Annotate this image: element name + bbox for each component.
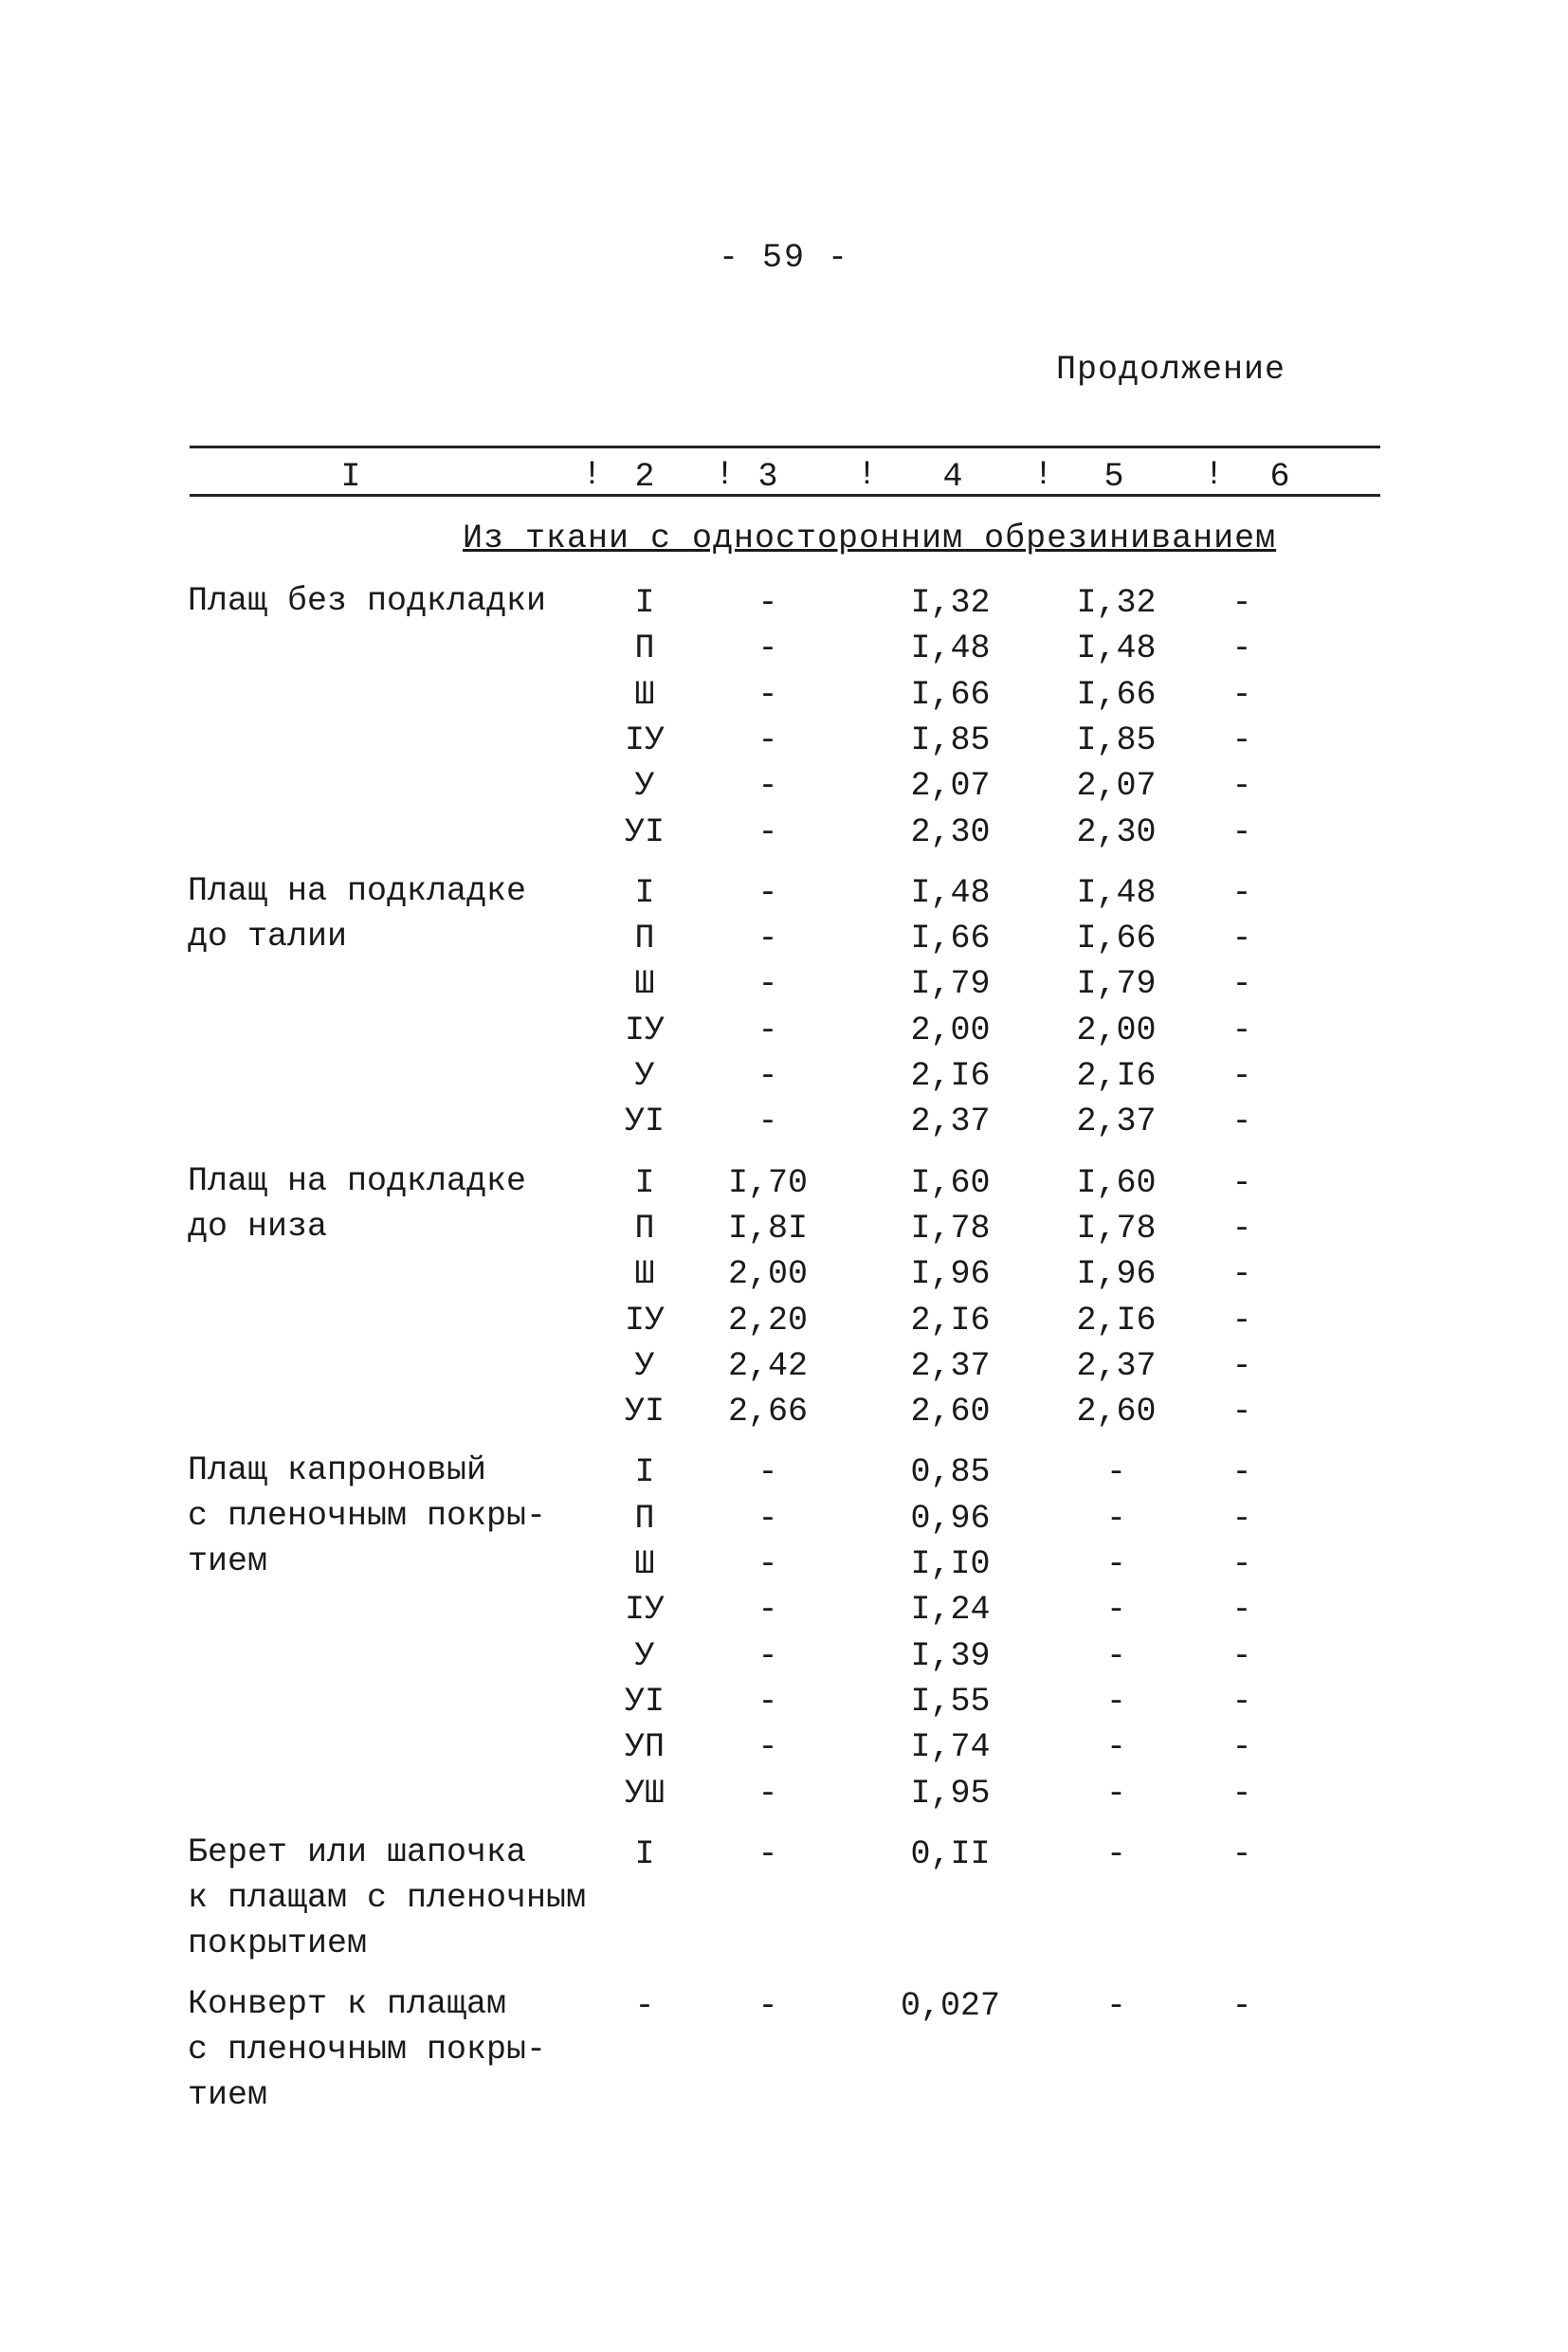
table-row [0,767,1568,812]
size-cell: У [634,767,655,806]
table-row [0,1728,1568,1774]
item-name-line: с пленочным покры- [188,1497,547,1536]
col5-cell: I,48 [1076,629,1157,668]
col3-cell: - [757,720,778,759]
item-name-line: тием [188,1542,268,1581]
size-cell: Ш [634,675,655,714]
size-cell: П [634,629,655,668]
col3-cell: - [757,1986,778,2025]
col4-cell: 2,07 [910,767,991,806]
col4-cell: I,32 [910,584,991,622]
col5-cell: 2,60 [1076,1393,1157,1431]
col4-cell: I,66 [910,675,991,714]
col6-cell: - [1231,1682,1252,1721]
table-row [0,965,1568,1011]
size-cell: Ш [634,1545,655,1583]
col6-cell: - [1231,1545,1252,1583]
col5-cell: - [1105,1774,1126,1813]
col6-cell: - [1231,720,1252,759]
size-cell: IУ [624,720,665,759]
col5-cell: 2,I6 [1076,1057,1157,1095]
size-cell: УП [624,1728,665,1767]
col5-cell: - [1105,1591,1126,1630]
col3-cell: - [757,1545,778,1583]
table-row [0,920,1568,965]
section-title: Из ткани с односторонним обрезиниванием [463,520,1277,557]
col3-cell: 2,00 [727,1255,808,1294]
col5-cell: - [1105,1728,1126,1767]
table-row [0,1012,1568,1057]
header-col-3: 3 [757,458,778,496]
table-row [0,874,1568,920]
col6-cell: - [1231,767,1252,806]
col6-cell: - [1231,629,1252,668]
item-name-line: Плащ без подкладки [188,582,547,620]
col3-cell: - [757,1011,778,1049]
col4-cell: I,I0 [910,1545,991,1583]
col6-cell: - [1231,1346,1252,1385]
item-name-line: Берет или шапочка [188,1832,527,1871]
size-cell: П [634,1499,655,1538]
item-name-line: до низа [188,1207,328,1246]
col5-cell: 2,07 [1076,767,1157,806]
col6-cell: - [1231,1453,1252,1492]
header-col-1: I [340,458,361,496]
col5-cell: I,66 [1076,675,1157,714]
col4-cell: I,48 [910,629,991,668]
header-col-6: 6 [1269,458,1290,496]
item-name-line: к плащам с пленочным [188,1878,587,1917]
item-name-line: Плащ на подкладке [188,871,527,910]
table-row [0,1545,1568,1591]
col5-cell: 2,00 [1076,1011,1157,1049]
col4-cell: I,66 [910,920,991,958]
table-row [0,1057,1568,1103]
col5-cell: I,66 [1076,920,1157,958]
col3-cell: - [757,873,778,912]
size-cell: I [634,584,655,622]
col4-cell: I,55 [910,1682,991,1721]
col4-cell: 2,I6 [910,1057,991,1095]
col3-cell: - [757,965,778,1004]
table-row [0,1210,1568,1255]
size-cell: УI [624,812,665,851]
table-row [0,721,1568,767]
col6-cell: - [1231,1163,1252,1202]
size-cell: УШ [624,1774,665,1813]
col6-cell: - [1231,1728,1252,1767]
col4-cell: I,96 [910,1255,991,1294]
col4-cell: 0,96 [910,1499,991,1538]
col6-cell: - [1231,920,1252,958]
size-cell: I [634,873,655,912]
col3-cell: I,70 [727,1163,808,1202]
size-cell: I [634,1834,655,1873]
continuation-label: Продолжение [1056,351,1286,389]
col3-cell: 2,66 [727,1393,808,1431]
col5-cell: I,79 [1076,965,1157,1004]
col4-cell: 2,37 [910,1346,991,1385]
col6-cell: - [1231,1103,1252,1141]
col3-cell: - [757,1591,778,1630]
col3-cell: - [757,675,778,714]
col5-cell: - [1105,1986,1126,2025]
size-cell: УI [624,1103,665,1141]
col4-cell: I,79 [910,965,991,1004]
size-cell: - [634,1986,655,2025]
size-cell: П [634,920,655,958]
col4-cell: I,95 [910,1774,991,1813]
table-row [0,1103,1568,1148]
col6-cell: - [1231,1057,1252,1095]
col6-cell: - [1231,1986,1252,2025]
col6-cell: - [1231,1255,1252,1294]
size-cell: У [634,1057,655,1095]
header-col-2: 2 [634,458,655,496]
size-cell: I [634,1453,655,1492]
col4-cell: I,60 [910,1163,991,1202]
header-separator: ! [582,456,603,494]
col5-cell: I,48 [1076,873,1157,912]
size-cell: Ш [634,1255,655,1294]
table-row [0,1637,1568,1683]
col3-cell: - [757,1728,778,1767]
col5-cell: 2,37 [1076,1346,1157,1385]
col4-cell: I,78 [910,1209,991,1248]
header-col-4: 4 [942,458,963,496]
col3-cell: - [757,1499,778,1538]
col6-cell: - [1231,1636,1252,1675]
header-separator: ! [1204,456,1225,494]
table-row [0,1987,1568,2033]
col3-cell: - [757,629,778,668]
item-name-line: до талии [188,917,348,956]
table-row [0,1835,1568,1881]
size-cell: УI [624,1682,665,1721]
col5-cell: - [1105,1636,1126,1675]
col6-cell: - [1231,1834,1252,1873]
col5-cell: - [1105,1834,1126,1873]
table-row [0,676,1568,721]
col5-cell: 2,30 [1076,812,1157,851]
table-row [0,1164,1568,1210]
col6-cell: - [1231,1011,1252,1049]
size-cell: У [634,1636,655,1675]
table-row [0,1453,1568,1499]
table-row [0,1683,1568,1728]
col3-cell: - [757,920,778,958]
col6-cell: - [1231,1393,1252,1431]
size-cell: УI [624,1393,665,1431]
col5-cell: I,60 [1076,1163,1157,1202]
col4-cell: 2,60 [910,1393,991,1431]
size-cell: Ш [634,965,655,1004]
col4-cell: 2,00 [910,1011,991,1049]
col3-cell: I,8I [727,1209,808,1248]
col4-cell: 2,I6 [910,1301,991,1340]
item-name-line: Конверт к плащам [188,1984,507,2023]
col5-cell: I,96 [1076,1255,1157,1294]
item-name-line: тием [188,2075,268,2114]
col3-cell: - [757,584,778,622]
col4-cell: 0,027 [900,1986,1001,2025]
col6-cell: - [1231,1591,1252,1630]
col4-cell: I,85 [910,720,991,759]
col3-cell: - [757,1103,778,1141]
size-cell: IУ [624,1011,665,1049]
col6-cell: - [1231,1774,1252,1813]
col5-cell: I,32 [1076,584,1157,622]
col6-cell: - [1231,812,1252,851]
header-separator: ! [857,456,878,494]
col3-cell: 2,20 [727,1301,808,1340]
item-name-line: покрытием [188,1924,368,1962]
col3-cell: - [757,1057,778,1095]
col5-cell: I,85 [1076,720,1157,759]
col6-cell: - [1231,1209,1252,1248]
col4-cell: I,48 [910,873,991,912]
col4-cell: 0,II [910,1834,991,1873]
table-row [0,1775,1568,1820]
col6-cell: - [1231,1301,1252,1340]
item-name-line: Плащ капроновый [188,1451,487,1490]
size-cell: П [634,1209,655,1248]
table-row [0,1302,1568,1347]
table-row [0,1255,1568,1301]
col3-cell: - [757,1636,778,1675]
header-separator: ! [715,456,736,494]
table-row [0,1347,1568,1393]
col6-cell: - [1231,1499,1252,1538]
table-row [0,813,1568,859]
table-row [0,584,1568,629]
col3-cell: - [757,1774,778,1813]
col5-cell: - [1105,1453,1126,1492]
size-cell: У [634,1346,655,1385]
col4-cell: I,24 [910,1591,991,1630]
header-separator: ! [1033,456,1054,494]
col5-cell: 2,I6 [1076,1301,1157,1340]
col3-cell: - [757,1682,778,1721]
col5-cell: - [1105,1499,1126,1538]
col3-cell: - [757,812,778,851]
col6-cell: - [1231,675,1252,714]
col5-cell: I,78 [1076,1209,1157,1248]
col6-cell: - [1231,873,1252,912]
col4-cell: 0,85 [910,1453,991,1492]
table-row [0,1500,1568,1545]
table-row [0,1393,1568,1438]
page-number: - 59 - [718,239,850,277]
col4-cell: 2,37 [910,1103,991,1141]
size-cell: I [634,1163,655,1202]
col5-cell: - [1105,1545,1126,1583]
col3-cell: - [757,1834,778,1873]
header-col-5: 5 [1103,458,1124,496]
item-name-line: Плащ на подкладке [188,1161,527,1200]
col5-cell: - [1105,1682,1126,1721]
col4-cell: I,74 [910,1728,991,1767]
col4-cell: I,39 [910,1636,991,1675]
col3-cell: 2,42 [727,1346,808,1385]
table-row [0,1591,1568,1636]
table-top-rule [190,446,1380,448]
size-cell: IУ [624,1591,665,1630]
col5-cell: 2,37 [1076,1103,1157,1141]
col6-cell: - [1231,965,1252,1004]
col3-cell: - [757,767,778,806]
table-row [0,629,1568,675]
item-name-line: с пленочным покры- [188,2030,547,2069]
col3-cell: - [757,1453,778,1492]
size-cell: IУ [624,1301,665,1340]
col6-cell: - [1231,584,1252,622]
col4-cell: 2,30 [910,812,991,851]
